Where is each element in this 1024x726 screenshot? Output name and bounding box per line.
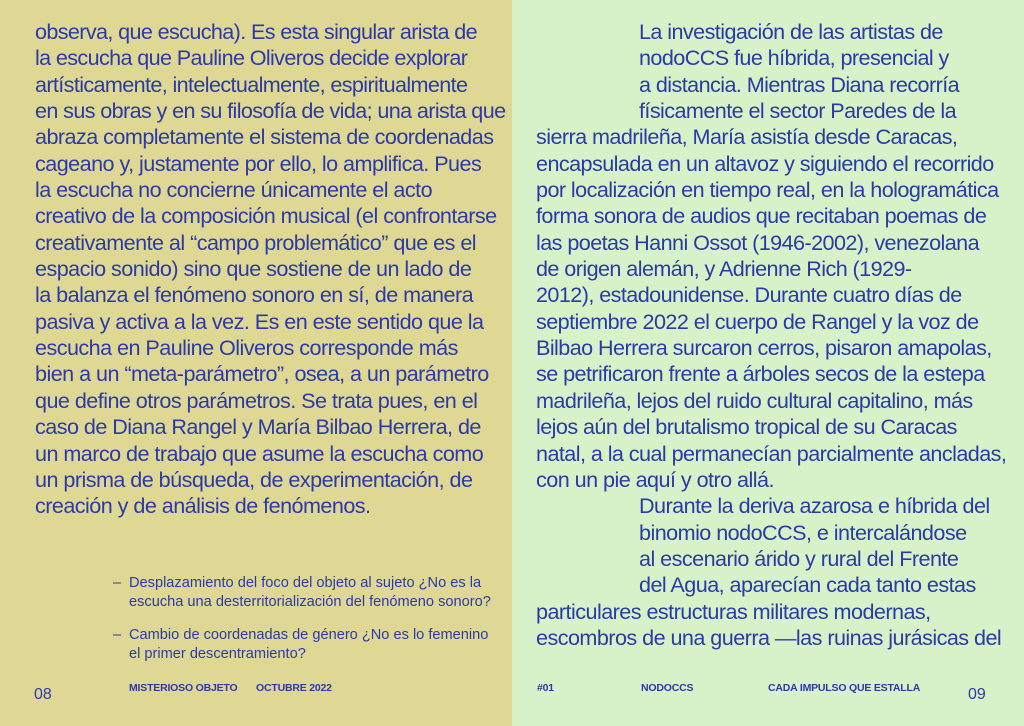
text-line: madrileña, lejos del ruido cultural capitalino, más: [536, 387, 973, 413]
page-number-left: 08: [34, 686, 52, 703]
text-line: al escenario árido y rural del Frente: [639, 545, 959, 571]
text-line: a distancia. Mientras Diana recorría: [639, 71, 960, 97]
text-line: nodoCCS fue híbrida, presencial y: [639, 45, 949, 71]
text-line: binomio nodoCCS, e intercalándose: [639, 519, 967, 545]
dash-bullet: –: [113, 627, 122, 643]
footnote-text: Cambio de coordenadas de género ¿No es lo femenino el primer descentramiento?: [129, 627, 489, 662]
text-line: Durante la deriva azarosa e híbrida del: [639, 493, 990, 519]
text-line: forma sonora de audios que recitaban poemas de: [536, 203, 987, 229]
text-line: observa, que escucha). Es esta singular arista de: [35, 19, 477, 44]
right-page: [512, 0, 1024, 726]
text-line: La investigación de las artistas de: [639, 19, 943, 44]
text-line: escucha en Pauline Oliveros corresponde más: [35, 335, 458, 361]
footnote-item: [113, 574, 499, 612]
text-line: creación y de análisis de fenómenos.: [35, 493, 371, 519]
running-head-issue: #01: [537, 682, 554, 694]
footnote-text: Desplazamiento del foco del objeto al sujeto ¿No es la escucha una desterritorialización del fenómeno sonoro?: [129, 575, 491, 610]
text-line: escombros de una guerra —las ruinas jurásicas del: [536, 624, 1002, 650]
left-body-text: [35, 19, 505, 520]
running-head-date: OCTUBRE 2022: [256, 682, 332, 694]
text-line: creativamente al “campo problemático” que es el: [35, 229, 477, 255]
running-head-section: NODOCCS: [641, 682, 694, 694]
text-line: en sus obras y en su filosofía de vida; una arista que: [35, 98, 506, 124]
text-line: la escucha que Pauline Oliveros decide explorar: [35, 45, 468, 71]
text-line: natal, a la cual permanecían parcialmente ancladas,: [536, 440, 1007, 466]
running-head-article-title: CADA IMPULSO QUE ESTALLA: [768, 682, 921, 694]
text-line: espacio sonido) sino que sostiene de un lado de: [35, 256, 472, 282]
text-line: Bilbao Herrera surcaron cerros, pisaron amapolas,: [536, 335, 992, 361]
right-body-text: [536, 19, 1006, 651]
text-line: de origen alemán, y Adrienne Rich (1929-: [536, 256, 912, 282]
text-line: lejos aún del brutalismo tropical de su Caracas: [536, 414, 957, 440]
text-line: septiembre 2022 el cuerpo de Rangel y la voz de: [536, 308, 979, 334]
text-line: particulares estructuras militares modernas,: [536, 598, 931, 624]
text-line: que define otros parámetros. Se trata pues, en el: [35, 387, 478, 413]
text-line: pasiva y activa a la vez. Es en este sentido que la: [35, 308, 484, 334]
text-line: caso de Diana Rangel y María Bilbao Herrera, de: [35, 414, 481, 440]
text-line: con un pie aquí y otro allá.: [536, 466, 774, 492]
text-line: encapsulada en un altavoz y siguiendo el recorrido: [536, 150, 994, 176]
text-line: abraza completamente el sistema de coordenadas: [35, 124, 494, 150]
text-line: artísticamente, intelectualmente, espiritualmente: [35, 71, 468, 97]
text-line: bien a un “meta-parámetro”, osea, a un parámetro: [35, 361, 489, 387]
footnote-item: [113, 626, 499, 664]
text-line: 2012), estadounidense. Durante cuatro días de: [536, 282, 962, 308]
text-line: un marco de trabajo que asume la escucha como: [35, 440, 484, 466]
text-line: sierra madrileña, María asistía desde Caracas,: [536, 124, 958, 150]
text-line: del Agua, aparecían cada tanto estas: [639, 572, 976, 598]
text-line: se petrificaron frente a árboles secos de la estepa: [536, 361, 985, 387]
text-line: la balanza el fenómeno sonoro en sí, de manera: [35, 282, 474, 308]
text-line: cageano y, justamente por ello, lo amplifica. Pues: [35, 150, 482, 176]
text-line: un prisma de búsqueda, de experimentación, de: [35, 466, 473, 492]
running-head-publication: MISTERIOSO OBJETO: [129, 682, 238, 694]
text-line: por localización en tiempo real, en la hologramática: [536, 177, 999, 203]
page-number-right: 09: [968, 686, 986, 703]
text-line: la escucha no concierne únicamente el acto: [35, 177, 433, 203]
text-line: físicamente el sector Paredes de la: [639, 98, 957, 124]
footnote-list: [113, 574, 499, 678]
text-line: creativo de la composición musical (el confrontarse: [35, 203, 497, 229]
text-line: las poetas Hanni Ossot (1946-2002), venezolana: [536, 229, 980, 255]
dash-bullet: –: [113, 575, 122, 591]
